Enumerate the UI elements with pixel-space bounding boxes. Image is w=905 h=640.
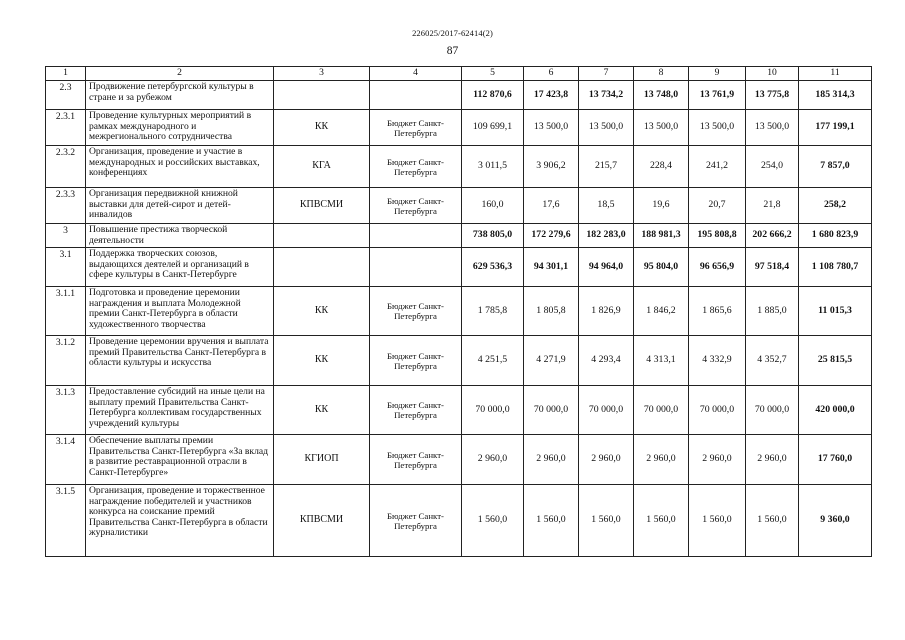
table-row: [46, 435, 872, 485]
column-number-5: 5: [462, 67, 524, 81]
row-number: 3.1.4: [46, 435, 86, 485]
year-amount-4: 4 313,1: [634, 336, 689, 386]
table-row: [46, 336, 872, 386]
year-amount-6: 21,8: [746, 188, 799, 224]
table-row: [46, 485, 872, 557]
year-amount-2: 1 560,0: [524, 485, 579, 557]
column-number-1: 1: [46, 67, 86, 81]
funding-source: Бюджет Санкт-Петербурга: [370, 146, 462, 188]
year-amount-2: 70 000,0: [524, 386, 579, 435]
year-amount-4: 188 981,3: [634, 224, 689, 248]
year-amount-2: 4 271,9: [524, 336, 579, 386]
activity-name: Поддержка творческих союзов, выдающихся деятелей и организаций в сфере культуры в Санкт-Петербурге: [86, 248, 274, 287]
funding-source: [370, 248, 462, 287]
total-amount: 9 360,0: [799, 485, 872, 557]
document-id: 226025/2017-62414(2): [412, 28, 493, 38]
table-row: [46, 224, 872, 248]
year-amount-1: 2 960,0: [462, 435, 524, 485]
year-amount-4: 2 960,0: [634, 435, 689, 485]
column-number-9: 9: [689, 67, 746, 81]
funding-source: Бюджет Санкт-Петербурга: [370, 386, 462, 435]
responsible-executor: КК: [274, 110, 370, 146]
column-number-8: 8: [634, 67, 689, 81]
year-amount-3: 4 293,4: [579, 336, 634, 386]
year-amount-4: 1 560,0: [634, 485, 689, 557]
year-amount-6: 4 352,7: [746, 336, 799, 386]
year-amount-6: 2 960,0: [746, 435, 799, 485]
year-amount-6: 97 518,4: [746, 248, 799, 287]
responsible-executor: КК: [274, 336, 370, 386]
year-amount-6: 254,0: [746, 146, 799, 188]
year-amount-6: 70 000,0: [746, 386, 799, 435]
year-amount-6: 1 560,0: [746, 485, 799, 557]
column-number-10: 10: [746, 67, 799, 81]
row-number: 3.1.3: [46, 386, 86, 435]
year-amount-3: 215,7: [579, 146, 634, 188]
responsible-executor: [274, 224, 370, 248]
responsible-executor: КГА: [274, 146, 370, 188]
year-amount-3: 1 560,0: [579, 485, 634, 557]
activity-name: Организация, проведение и торжественное награждение победителей и участников конкурса на соискание премий Правительства Санкт-Петербурга в области журналистики: [86, 485, 274, 557]
funding-source: Бюджет Санкт-Петербурга: [370, 435, 462, 485]
table-row: [46, 81, 872, 110]
year-amount-2: 172 279,6: [524, 224, 579, 248]
total-amount: 7 857,0: [799, 146, 872, 188]
year-amount-4: 70 000,0: [634, 386, 689, 435]
year-amount-4: 19,6: [634, 188, 689, 224]
year-amount-1: 4 251,5: [462, 336, 524, 386]
column-number-2: 2: [86, 67, 274, 81]
funding-source: Бюджет Санкт-Петербурга: [370, 188, 462, 224]
table-row: [46, 146, 872, 188]
year-amount-5: 1 865,6: [689, 287, 746, 336]
row-number: 2.3.2: [46, 146, 86, 188]
year-amount-1: 112 870,6: [462, 81, 524, 110]
year-amount-2: 1 805,8: [524, 287, 579, 336]
activity-name: Предоставление субсидий на иные цели на выплату премий Правительства Санкт-Петербурга коллективам государственных учреждений культуры: [86, 386, 274, 435]
activity-name: Проведение культурных мероприятий в рамках международного и межрегионального сотрудничества: [86, 110, 274, 146]
activity-name: Организация передвижной книжной выставки для детей-сирот и детей-инвалидов: [86, 188, 274, 224]
year-amount-5: 13 761,9: [689, 81, 746, 110]
table-row: [46, 386, 872, 435]
year-amount-4: 228,4: [634, 146, 689, 188]
row-number: 3: [46, 224, 86, 248]
funding-source: [370, 224, 462, 248]
year-amount-6: 13 775,8: [746, 81, 799, 110]
year-amount-5: 13 500,0: [689, 110, 746, 146]
year-amount-2: 17,6: [524, 188, 579, 224]
year-amount-5: 20,7: [689, 188, 746, 224]
total-amount: 420 000,0: [799, 386, 872, 435]
page-number: 87: [446, 45, 459, 57]
funding-source: Бюджет Санкт-Петербурга: [370, 110, 462, 146]
total-amount: 258,2: [799, 188, 872, 224]
total-amount: 185 314,3: [799, 81, 872, 110]
activity-name: Повышение престижа творческой деятельности: [86, 224, 274, 248]
row-number: 3.1.1: [46, 287, 86, 336]
row-number: 2.3.3: [46, 188, 86, 224]
year-amount-3: 70 000,0: [579, 386, 634, 435]
year-amount-5: 4 332,9: [689, 336, 746, 386]
year-amount-2: 3 906,2: [524, 146, 579, 188]
table-row: [46, 248, 872, 287]
responsible-executor: КК: [274, 386, 370, 435]
row-number: 2.3.1: [46, 110, 86, 146]
year-amount-2: 17 423,8: [524, 81, 579, 110]
year-amount-1: 629 536,3: [462, 248, 524, 287]
total-amount: 11 015,3: [799, 287, 872, 336]
column-number-6: 6: [524, 67, 579, 81]
total-amount: 17 760,0: [799, 435, 872, 485]
year-amount-3: 182 283,0: [579, 224, 634, 248]
year-amount-3: 18,5: [579, 188, 634, 224]
column-number-3: 3: [274, 67, 370, 81]
year-amount-1: 3 011,5: [462, 146, 524, 188]
year-amount-1: 738 805,0: [462, 224, 524, 248]
total-amount: 25 815,5: [799, 336, 872, 386]
year-amount-4: 95 804,0: [634, 248, 689, 287]
year-amount-1: 1 560,0: [462, 485, 524, 557]
activity-name: Обеспечение выплаты премии Правительства Санкт-Петербурга «За вклад в развитие реставрационной отрасли в Санкт-Петербурге»: [86, 435, 274, 485]
row-number: 3.1: [46, 248, 86, 287]
row-number: 3.1.2: [46, 336, 86, 386]
year-amount-2: 2 960,0: [524, 435, 579, 485]
year-amount-5: 70 000,0: [689, 386, 746, 435]
column-number-7: 7: [579, 67, 634, 81]
funding-source: [370, 81, 462, 110]
year-amount-2: 94 301,1: [524, 248, 579, 287]
funding-source: Бюджет Санкт-Петербурга: [370, 336, 462, 386]
year-amount-1: 109 699,1: [462, 110, 524, 146]
year-amount-5: 2 960,0: [689, 435, 746, 485]
year-amount-6: 13 500,0: [746, 110, 799, 146]
year-amount-3: 13 734,2: [579, 81, 634, 110]
total-amount: 1 680 823,9: [799, 224, 872, 248]
year-amount-5: 96 656,9: [689, 248, 746, 287]
total-amount: 1 108 780,7: [799, 248, 872, 287]
activity-name: Проведение церемонии вручения и выплата премий Правительства Санкт-Петербурга в области культуры и искусства: [86, 336, 274, 386]
row-number: 2.3: [46, 81, 86, 110]
year-amount-3: 1 826,9: [579, 287, 634, 336]
column-number-row: [46, 67, 872, 81]
table-row: [46, 188, 872, 224]
year-amount-1: 70 000,0: [462, 386, 524, 435]
budget-table: [45, 66, 872, 557]
year-amount-4: 1 846,2: [634, 287, 689, 336]
table-row: [46, 110, 872, 146]
total-amount: 177 199,1: [799, 110, 872, 146]
year-amount-3: 2 960,0: [579, 435, 634, 485]
year-amount-6: 202 666,2: [746, 224, 799, 248]
activity-name: Организация, проведение и участие в международных и российских выставках, конференциях: [86, 146, 274, 188]
year-amount-3: 13 500,0: [579, 110, 634, 146]
column-number-4: 4: [370, 67, 462, 81]
year-amount-5: 195 808,8: [689, 224, 746, 248]
responsible-executor: КК: [274, 287, 370, 336]
column-number-11: 11: [799, 67, 872, 81]
year-amount-6: 1 885,0: [746, 287, 799, 336]
year-amount-5: 1 560,0: [689, 485, 746, 557]
responsible-executor: [274, 248, 370, 287]
year-amount-2: 13 500,0: [524, 110, 579, 146]
year-amount-4: 13 500,0: [634, 110, 689, 146]
year-amount-1: 160,0: [462, 188, 524, 224]
year-amount-1: 1 785,8: [462, 287, 524, 336]
row-number: 3.1.5: [46, 485, 86, 557]
responsible-executor: КПВСМИ: [274, 485, 370, 557]
responsible-executor: КГИОП: [274, 435, 370, 485]
activity-name: Подготовка и проведение церемонии награждения и выплата Молодежной премии Санкт-Петербурга в области художественного творчества: [86, 287, 274, 336]
responsible-executor: [274, 81, 370, 110]
funding-source: Бюджет Санкт-Петербурга: [370, 287, 462, 336]
activity-name: Продвижение петербургской культуры в стране и за рубежом: [86, 81, 274, 110]
funding-source: Бюджет Санкт-Петербурга: [370, 485, 462, 557]
year-amount-4: 13 748,0: [634, 81, 689, 110]
year-amount-3: 94 964,0: [579, 248, 634, 287]
responsible-executor: КПВСМИ: [274, 188, 370, 224]
table-row: [46, 287, 872, 336]
year-amount-5: 241,2: [689, 146, 746, 188]
